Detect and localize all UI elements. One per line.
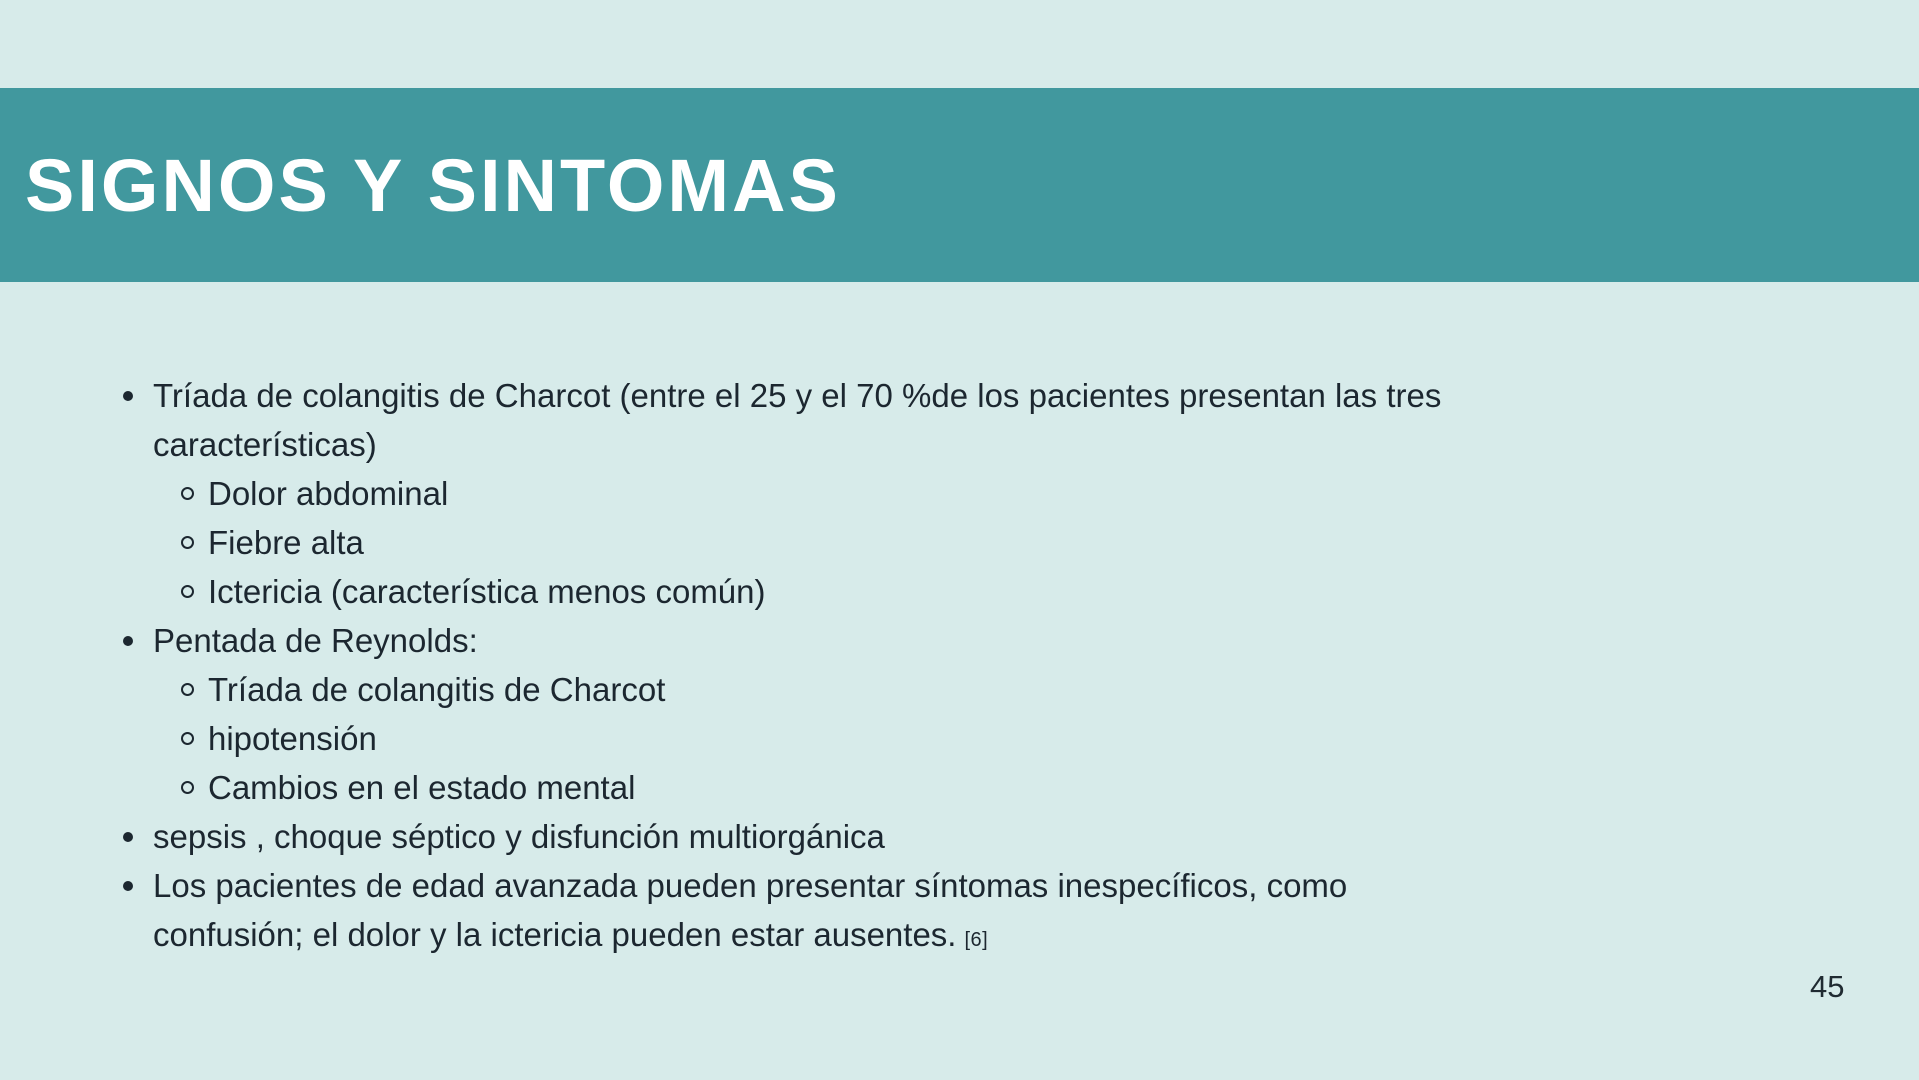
list-item-text	[208, 665, 665, 714]
list-item-text	[208, 469, 448, 518]
hollow-bullet-icon	[180, 518, 208, 549]
list-item	[118, 665, 1538, 714]
circle-icon	[181, 683, 194, 696]
list-item	[118, 518, 1538, 567]
list-item	[118, 616, 1538, 665]
list-item-label: Los pacientes de edad avanzada pueden presentar síntomas inespecíficos, como confusión; el dolor y la ictericia pueden estar ausentes.	[153, 867, 1348, 953]
list-item	[118, 714, 1538, 763]
page-number: 45	[1810, 969, 1845, 1004]
circle-icon	[181, 781, 194, 794]
circle-icon	[181, 487, 194, 500]
list-item-label: Cambios en el estado mental	[208, 769, 636, 806]
list-item-text	[153, 371, 1463, 469]
title-band	[0, 88, 1919, 282]
dot-icon	[123, 881, 133, 891]
list-item-label: Pentada de Reynolds:	[153, 622, 478, 659]
list-item-text	[153, 812, 885, 861]
circle-icon	[181, 536, 194, 549]
list-item-text	[208, 714, 377, 763]
list-item-label: Dolor abdominal	[208, 475, 449, 512]
filled-bullet-icon	[118, 616, 153, 646]
citation-marker: [6]	[964, 929, 989, 951]
list-item-label: Fiebre alta	[208, 524, 364, 561]
list-item-label: Tríada de colangitis de Charcot	[208, 671, 666, 708]
list-item-text	[153, 616, 478, 665]
list-item-label: Ictericia (característica menos común)	[208, 573, 766, 610]
circle-icon	[181, 732, 194, 745]
list-item	[118, 469, 1538, 518]
list-item	[118, 812, 1538, 861]
list-item-text	[153, 861, 1463, 965]
list-item-label: Tríada de colangitis de Charcot (entre el 25 y el 70 %de los pacientes presentan las tres características)	[153, 377, 1442, 463]
list-item	[118, 861, 1538, 965]
filled-bullet-icon	[118, 861, 153, 891]
filled-bullet-icon	[118, 812, 153, 842]
list-item	[118, 763, 1538, 812]
dot-icon	[123, 832, 133, 842]
dot-icon	[123, 636, 133, 646]
page-title: SIGNOS Y SINTOMAS	[25, 143, 841, 227]
circle-icon	[181, 585, 194, 598]
filled-bullet-icon	[118, 371, 153, 401]
list-item-text	[208, 567, 766, 616]
list-item	[118, 371, 1538, 469]
list-item	[118, 567, 1538, 616]
hollow-bullet-icon	[180, 665, 208, 696]
list-item-text	[208, 763, 635, 812]
hollow-bullet-icon	[180, 763, 208, 794]
list-item-label: hipotensión	[208, 720, 377, 757]
hollow-bullet-icon	[180, 567, 208, 598]
dot-icon	[123, 391, 133, 401]
bullet-list	[118, 371, 1538, 965]
list-item-label: sepsis , choque séptico y disfunción multiorgánica	[153, 818, 885, 855]
hollow-bullet-icon	[180, 469, 208, 500]
list-item-text	[208, 518, 364, 567]
hollow-bullet-icon	[180, 714, 208, 745]
